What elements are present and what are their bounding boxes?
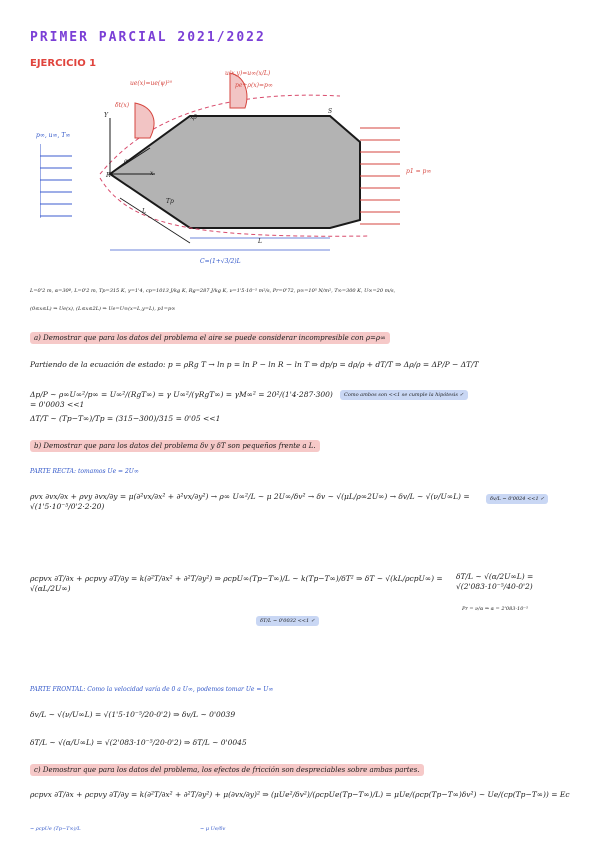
section-b-pr: Pr = ν/α ⇒ α = 2'083·10⁻⁵ <box>462 606 529 612</box>
exercise-heading: EJERCICIO 1 <box>30 58 97 69</box>
section-b-mom-result: δv/L ~ 0'0024 <<1 ✓ <box>486 494 548 504</box>
label-x: x <box>150 170 154 177</box>
section-b-recta: PARTE RECTA: tomamos Ue = 2U∞ <box>30 468 139 475</box>
section-a-line2: Δp/P ~ ρ∞U∞²/p∞ = U∞²/(RgT∞) = γ U∞²/(γRgT∞) = γM∞² = 20²/(1'4·287·300) = 0'0003 <<1 <box>30 390 333 409</box>
section-b-frontal: PARTE FRONTAL: Como la velocidad varía de 0 a U∞, podemos tomar Ue = U∞ <box>30 686 274 693</box>
data-line-1: L=0'2 m, α=30º, L=0'2 m, Tp=315 K, γ=1'4, cp=1013 J/kg K, Rg=287 J/kg K, ν=1'5·10⁻⁵ m²/s, Pr=0'72, p∞=10⁵ N/m², T∞=300 K, U∞=20 m/s, <box>30 288 396 294</box>
label-alpha: α <box>124 158 129 165</box>
label-y: Y <box>104 112 108 119</box>
label-l-bottom: L <box>258 238 262 245</box>
data-line-2: (0≤x≤L) ⇒ Ue(x), (L≤x≤2L) ⇒ Ue=U∞(x=L,y=L), p1=p∞ <box>30 306 176 312</box>
section-c-header: c) Demostrar que para los datos del problema, los efectos de fricción son despreciables sobre ambas partes. <box>30 766 570 774</box>
section-a-line3: ΔT/T ~ (Tp−T∞)/Tp = (315−300)/315 = 0'05 <<1 <box>30 414 221 423</box>
geometry-diagram <box>40 68 560 278</box>
label-l-slant: L <box>142 208 146 215</box>
section-b-mom: ρvx ∂vx/∂x + ρvy ∂vx/∂y = μ(∂²vx/∂x² + ∂²vx/∂y²) → ρ∞ U∞²/L ~ μ 2U∞/δv² → δv ~ √(μL/ρ∞2U∞) → δv/L ~ √(ν/U∞L) = √(1'5·10⁻⁵/0'2·2·20) <box>30 492 470 511</box>
section-b-energy-result: δT/L ~ 0'0032 <<1 ✓ <box>256 616 319 626</box>
section-a-line1: Partiendo de la ecuación de estado: p = ρRg T → ln p = ln P − ln R − ln T ⇒ dp/p = dρ/ρ + dT/T ⇒ Δρ/ρ = ΔP/P − ΔT/T <box>30 360 479 369</box>
top-right-label2: pe+ρ(x)=p∞ <box>235 82 273 89</box>
right-pressure-label: p1 = p∞ <box>406 168 432 175</box>
section-b-energy: ρcpvx ∂T/∂x + ρcpvy ∂T/∂y = k(∂²T/∂x² + ∂²T/∂y²) ⇒ ρcpU∞(Tp−T∞)/L ~ k(Tp−T∞)/δT² ⇒ δT ~ √(kL/ρcpU∞) = √(αL/2U∞) <box>30 574 443 593</box>
edge-label-top: ue(x)=ue(ψ)²⁰ <box>130 80 173 87</box>
section-b-f1: δv/L ~ √(ν/U∞L) = √(1'5·10⁻⁵/20·0'2) ⇒ δv/L ~ 0'0039 <box>30 710 236 719</box>
section-c-eq: ρcpvx ∂T/∂x + ρcpvy ∂T/∂y = k(∂²T/∂x² + ∂²T/∂y²) + μ(∂vx/∂y)² ⇒ (μUe²/δv²)/(ρcpUe(Tp−T∞)/L) = μUe/(ρcp(Tp−T∞)δv²) ~ Ue/(cp(Tp−T∞)) = Ec <box>30 790 570 799</box>
section-a-header: a) Demostrar que para los datos del problema el aire se puede considerar incompresible con ρ=ρ∞ <box>30 334 570 342</box>
label-c: C=(1+√3/2)L <box>200 258 241 265</box>
section-c-under1: ~ ρcpUe (Tp−T∞)/L <box>30 826 81 832</box>
inflow-label: p∞, u∞, T∞ <box>36 132 71 139</box>
edge-label-delta: δt(x) <box>115 102 130 109</box>
section-b-header: b) Demostrar que para los datos del problema δv y δT son pequeños frente a L. <box>30 442 570 450</box>
top-right-label: u(x,y)=u∞(x/L) <box>225 70 271 77</box>
label-r: R <box>106 172 111 179</box>
section-c-under2: ~ μ Ue/δv <box>200 826 226 832</box>
section-b-f2: δT/L ~ √(α/U∞L) = √(2'083·10⁻⁵/20·0'2) ⇒ δT/L ~ 0'0045 <box>30 738 247 747</box>
section-b-alpha: δT/L ~ √(α/2U∞L) = √(2'083·10⁻⁵/40·0'2) <box>456 572 534 591</box>
page-title: PRIMER PARCIAL 2021/2022 <box>30 30 266 45</box>
section-a-note: Como ambos son <<1 se cumple la hipótesis ✓ <box>340 392 468 398</box>
label-s: S <box>328 108 333 115</box>
label-tp: Tp <box>166 198 174 205</box>
label-xb: xβ <box>190 114 197 121</box>
